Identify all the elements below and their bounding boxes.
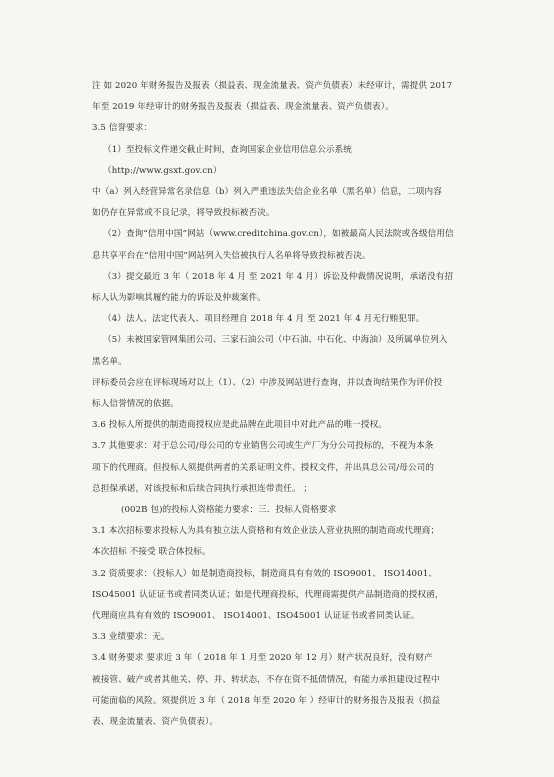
text-line: 标人信誉情况的依据。 — [92, 399, 179, 410]
text-line: 如仍存在异常或不良记录，将导致投标被否决。 — [92, 208, 275, 219]
text-line: 标人认为影响其履约能力的诉讼及仲裁案件。 — [92, 293, 266, 304]
text-line: 黑名单。 — [92, 356, 127, 367]
section-heading: 3.4 财务要求 要求近 3 年（ 2018 年 1 月至 2020 年 12 月）财产状况良好，没有财产 — [92, 653, 433, 664]
section-heading: 3.7 其他要求：对于总公司/母公司的专业销售公司或生产厂为分公司投标的，不视为本条 — [92, 441, 434, 452]
document-body — [92, 76, 464, 733]
seal-stamp-fragment — [542, 466, 552, 534]
section-heading: 3.3 业绩要求：无。 — [92, 632, 170, 643]
text-line: 年至 2019 年经审计的财务报告及报表（损益表、现金流量表、资产负债表）。 — [92, 102, 394, 113]
text-line: 注 如 2020 年财务报告及报表（损益表、现金流量表、资产负债表）未经审计，需提供 2017 — [92, 81, 453, 91]
package-heading: (002B 包)的投标人资格能力要求：三．投标人资格要求 — [121, 505, 337, 516]
text-line: （4）法人、法定代表人、项目经理自 2018 年 4 月 至 2021 年 4 月无行贿犯罪。 — [103, 314, 425, 325]
text-line: 代理商应具有有效的 ISO9001、 ISO14001、ISO45001 认证证书或者同类认证。 — [92, 611, 420, 622]
section-heading: 3.1 本次招标要求投标人为具有独立法人资格和有效企业法人营业执照的制造商或代理商； — [92, 526, 440, 537]
text-line: 评标委员会应在评标现场对以上（1）、（2）中涉及网站进行查询，并以查询结果作为评价投 — [92, 377, 443, 388]
text-line: 可能面临的风险。须提供近 3 年（ 2018 年至 2020 年 ）经审计的财务报告及报表（损益 — [92, 695, 441, 706]
text-line: （1）至投标文件递交截止时间，查询国家企业信用信息公示系统（http://www.gsxt.gov.cn） — [103, 144, 352, 176]
text-line: 总担保承诺，对该投标和后续合同执行承担连带责任。 ； — [92, 483, 313, 494]
section-heading: 3.2 资质要求：（投标人）如是制造商投标，制造商具有有效的 ISO9001、 ISO14001、 — [92, 568, 437, 579]
section-heading: 3.5 信誉要求： — [92, 123, 153, 134]
text-line: （2）查询“信用中国”网站（www.creditchina.gov.cn），如被最高人民法院或各级信用信 — [103, 229, 454, 240]
text-line: 中（a）列入经营异常名录信息（b）列入严重违法失信企业名单（黑名单）信息，二项内容 — [92, 187, 442, 198]
text-line: 项下的代理商。但投标人须提供两者的关系证明文件、授权文件，并出具总公司/母公司的 — [92, 462, 435, 473]
text-line: （5）未被国家管网集团公司、三家石油公司（中石油、中石化、中海油）及所属单位列入 — [103, 335, 448, 346]
text-line: 被接管、破产或者其他关、停、并、转状态，不存在资不抵债情况，有能力承担建设过程中 — [92, 674, 440, 685]
text-line: 息共享平台在“信用中国”网站列入失信被执行人名单将导致投标被否决。 — [92, 250, 371, 261]
text-line: 表、现金流量表、资产负债表）。 — [92, 717, 219, 728]
text-line: （3）提交最近 3 年（ 2018 年 4 月 至 2021 年 4 月）诉讼及仲裁情况说明，承诺没有招 — [103, 271, 454, 282]
text-line: ISO45001 认证证书或者同类认证；如是代理商投标，代理商需提供产品制造商的授权函， — [92, 589, 444, 600]
text-line: 本次招标 不接受 联合体投标。 — [92, 547, 211, 558]
section-heading: 3.6 投标人所提供的制造商授权应是此品牌在此项目中对此产品的唯一授权。 — [92, 420, 387, 431]
